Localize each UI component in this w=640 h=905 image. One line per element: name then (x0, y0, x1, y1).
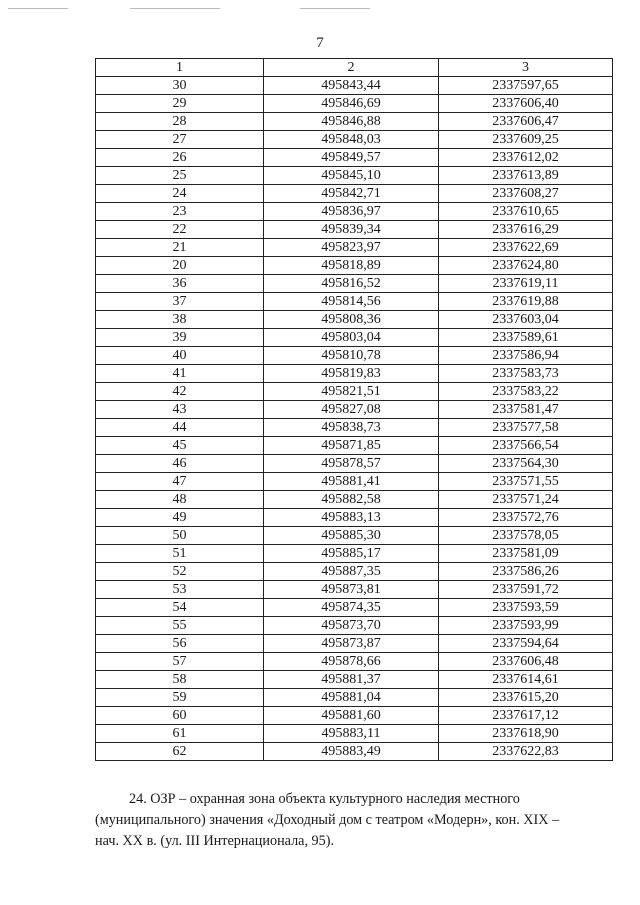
x-coordinate-cell: 495883,49 (264, 743, 439, 761)
table-row (96, 653, 613, 671)
scan-edge-mark (8, 8, 68, 9)
x-coordinate-cell: 495814,56 (264, 293, 439, 311)
table-row (96, 437, 613, 455)
point-number-cell: 24 (96, 185, 264, 203)
table-row (96, 221, 613, 239)
scan-edge-mark (130, 8, 220, 9)
table-row (96, 491, 613, 509)
table-row (96, 239, 613, 257)
y-coordinate-cell: 2337597,65 (439, 77, 613, 95)
x-coordinate-cell: 495881,41 (264, 473, 439, 491)
x-coordinate-cell: 495823,97 (264, 239, 439, 257)
point-number-cell: 52 (96, 563, 264, 581)
point-number-cell: 22 (96, 221, 264, 239)
x-coordinate-cell: 495819,83 (264, 365, 439, 383)
table-row (96, 581, 613, 599)
point-number-cell: 30 (96, 77, 264, 95)
point-number-cell: 46 (96, 455, 264, 473)
x-coordinate-cell: 495873,87 (264, 635, 439, 653)
point-number-cell: 61 (96, 725, 264, 743)
x-coordinate-cell: 495827,08 (264, 401, 439, 419)
y-coordinate-cell: 2337622,83 (439, 743, 613, 761)
y-coordinate-cell: 2337603,04 (439, 311, 613, 329)
table-row (96, 275, 613, 293)
y-coordinate-cell: 2337606,47 (439, 113, 613, 131)
point-number-cell: 26 (96, 149, 264, 167)
table-row (96, 383, 613, 401)
table-row (96, 149, 613, 167)
x-coordinate-cell: 495887,35 (264, 563, 439, 581)
y-coordinate-cell: 2337571,55 (439, 473, 613, 491)
table-row (96, 527, 613, 545)
point-number-cell: 40 (96, 347, 264, 365)
table-row (96, 617, 613, 635)
table-header-row (96, 59, 613, 77)
page-number: 7 (316, 35, 324, 51)
point-number-cell: 47 (96, 473, 264, 491)
table-row (96, 563, 613, 581)
point-number-cell: 28 (96, 113, 264, 131)
point-number-cell: 37 (96, 293, 264, 311)
x-coordinate-cell: 495816,52 (264, 275, 439, 293)
table-row (96, 689, 613, 707)
x-coordinate-cell: 495836,97 (264, 203, 439, 221)
y-coordinate-cell: 2337616,29 (439, 221, 613, 239)
x-coordinate-cell: 495882,58 (264, 491, 439, 509)
y-coordinate-cell: 2337624,80 (439, 257, 613, 275)
point-number-cell: 48 (96, 491, 264, 509)
y-coordinate-cell: 2337583,22 (439, 383, 613, 401)
y-coordinate-cell: 2337609,25 (439, 131, 613, 149)
point-number-cell: 50 (96, 527, 264, 545)
x-coordinate-cell: 495883,11 (264, 725, 439, 743)
y-coordinate-cell: 2337583,73 (439, 365, 613, 383)
x-coordinate-cell: 495885,17 (264, 545, 439, 563)
x-coordinate-cell: 495838,73 (264, 419, 439, 437)
table-row (96, 329, 613, 347)
point-number-cell: 53 (96, 581, 264, 599)
point-number-cell: 23 (96, 203, 264, 221)
table-row (96, 95, 613, 113)
table-row (96, 419, 613, 437)
x-coordinate-cell: 495810,78 (264, 347, 439, 365)
header-col-1: 1 (96, 59, 264, 77)
y-coordinate-cell: 2337606,40 (439, 95, 613, 113)
x-coordinate-cell: 495878,57 (264, 455, 439, 473)
paragraph-line: нач. XX в. (ул. III Интернационала, 95). (95, 833, 335, 849)
x-coordinate-cell: 495839,34 (264, 221, 439, 239)
paragraph-line: 24. ОЗР – охранная зона объекта культурного наследия местного (129, 791, 520, 807)
y-coordinate-cell: 2337622,69 (439, 239, 613, 257)
x-coordinate-cell: 495843,44 (264, 77, 439, 95)
table-row (96, 707, 613, 725)
point-number-cell: 38 (96, 311, 264, 329)
point-number-cell: 42 (96, 383, 264, 401)
y-coordinate-cell: 2337618,90 (439, 725, 613, 743)
x-coordinate-cell: 495881,37 (264, 671, 439, 689)
table-row (96, 113, 613, 131)
point-number-cell: 56 (96, 635, 264, 653)
y-coordinate-cell: 2337589,61 (439, 329, 613, 347)
table-row (96, 545, 613, 563)
y-coordinate-cell: 2337586,94 (439, 347, 613, 365)
table-row (96, 635, 613, 653)
y-coordinate-cell: 2337566,54 (439, 437, 613, 455)
table-row (96, 743, 613, 761)
x-coordinate-cell: 495885,30 (264, 527, 439, 545)
point-number-cell: 41 (96, 365, 264, 383)
y-coordinate-cell: 2337578,05 (439, 527, 613, 545)
table-row (96, 725, 613, 743)
table-row (96, 365, 613, 383)
table-row (96, 131, 613, 149)
y-coordinate-cell: 2337572,76 (439, 509, 613, 527)
point-number-cell: 20 (96, 257, 264, 275)
table-row (96, 401, 613, 419)
x-coordinate-cell: 495848,03 (264, 131, 439, 149)
header-col-2: 2 (264, 59, 439, 77)
y-coordinate-cell: 2337564,30 (439, 455, 613, 473)
zone-description-paragraph (95, 789, 612, 852)
y-coordinate-cell: 2337593,59 (439, 599, 613, 617)
table-row (96, 347, 613, 365)
point-number-cell: 62 (96, 743, 264, 761)
table-row (96, 77, 613, 95)
x-coordinate-cell: 495808,36 (264, 311, 439, 329)
y-coordinate-cell: 2337581,47 (439, 401, 613, 419)
y-coordinate-cell: 2337619,88 (439, 293, 613, 311)
table-row (96, 203, 613, 221)
point-number-cell: 45 (96, 437, 264, 455)
point-number-cell: 49 (96, 509, 264, 527)
y-coordinate-cell: 2337571,24 (439, 491, 613, 509)
x-coordinate-cell: 495803,04 (264, 329, 439, 347)
y-coordinate-cell: 2337619,11 (439, 275, 613, 293)
y-coordinate-cell: 2337614,61 (439, 671, 613, 689)
x-coordinate-cell: 495846,88 (264, 113, 439, 131)
x-coordinate-cell: 495845,10 (264, 167, 439, 185)
y-coordinate-cell: 2337593,99 (439, 617, 613, 635)
table-row (96, 167, 613, 185)
table-row (96, 257, 613, 275)
coordinates-table (95, 58, 613, 761)
point-number-cell: 39 (96, 329, 264, 347)
scan-edge-mark (300, 8, 370, 9)
x-coordinate-cell: 495883,13 (264, 509, 439, 527)
x-coordinate-cell: 495874,35 (264, 599, 439, 617)
point-number-cell: 44 (96, 419, 264, 437)
point-number-cell: 54 (96, 599, 264, 617)
y-coordinate-cell: 2337586,26 (439, 563, 613, 581)
x-coordinate-cell: 495871,85 (264, 437, 439, 455)
point-number-cell: 57 (96, 653, 264, 671)
x-coordinate-cell: 495842,71 (264, 185, 439, 203)
table-row (96, 311, 613, 329)
table-row (96, 293, 613, 311)
point-number-cell: 58 (96, 671, 264, 689)
x-coordinate-cell: 495873,81 (264, 581, 439, 599)
point-number-cell: 43 (96, 401, 264, 419)
x-coordinate-cell: 495881,60 (264, 707, 439, 725)
x-coordinate-cell: 495873,70 (264, 617, 439, 635)
table-row (96, 455, 613, 473)
y-coordinate-cell: 2337612,02 (439, 149, 613, 167)
point-number-cell: 51 (96, 545, 264, 563)
y-coordinate-cell: 2337591,72 (439, 581, 613, 599)
point-number-cell: 25 (96, 167, 264, 185)
point-number-cell: 36 (96, 275, 264, 293)
x-coordinate-cell: 495846,69 (264, 95, 439, 113)
x-coordinate-cell: 495881,04 (264, 689, 439, 707)
y-coordinate-cell: 2337615,20 (439, 689, 613, 707)
y-coordinate-cell: 2337613,89 (439, 167, 613, 185)
table-row (96, 185, 613, 203)
y-coordinate-cell: 2337610,65 (439, 203, 613, 221)
point-number-cell: 60 (96, 707, 264, 725)
x-coordinate-cell: 495821,51 (264, 383, 439, 401)
y-coordinate-cell: 2337617,12 (439, 707, 613, 725)
point-number-cell: 29 (96, 95, 264, 113)
table-row (96, 509, 613, 527)
table-row (96, 671, 613, 689)
point-number-cell: 59 (96, 689, 264, 707)
y-coordinate-cell: 2337608,27 (439, 185, 613, 203)
header-col-3: 3 (439, 59, 613, 77)
x-coordinate-cell: 495818,89 (264, 257, 439, 275)
table-row (96, 599, 613, 617)
paragraph-line: (муниципального) значения «Доходный дом с театром «Модерн», кон. XIX – (95, 812, 560, 828)
y-coordinate-cell: 2337581,09 (439, 545, 613, 563)
table-row (96, 473, 613, 491)
point-number-cell: 27 (96, 131, 264, 149)
point-number-cell: 21 (96, 239, 264, 257)
x-coordinate-cell: 495878,66 (264, 653, 439, 671)
point-number-cell: 55 (96, 617, 264, 635)
y-coordinate-cell: 2337594,64 (439, 635, 613, 653)
x-coordinate-cell: 495849,57 (264, 149, 439, 167)
y-coordinate-cell: 2337606,48 (439, 653, 613, 671)
y-coordinate-cell: 2337577,58 (439, 419, 613, 437)
